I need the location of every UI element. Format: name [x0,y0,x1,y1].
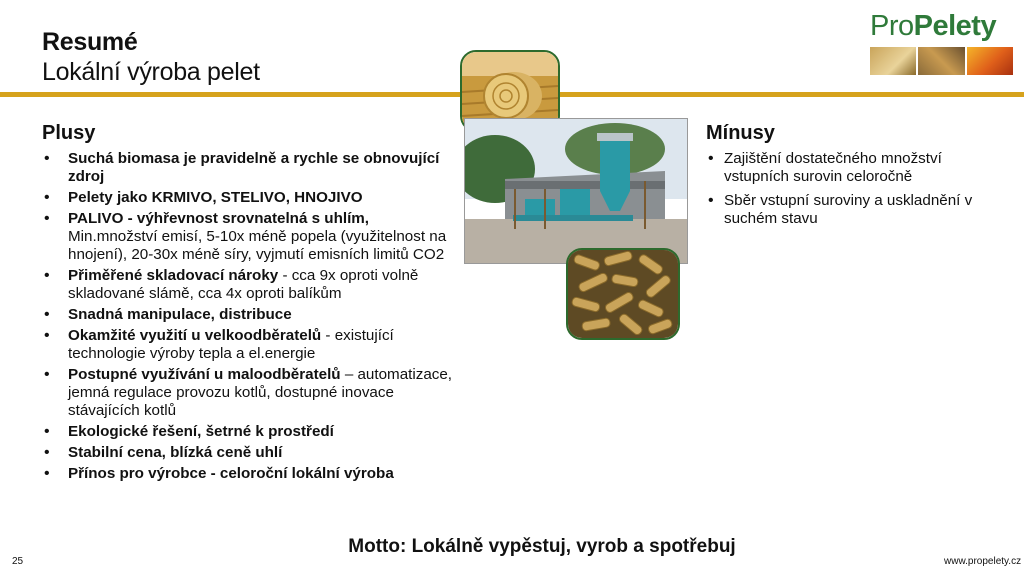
pellet-plant-illustration [465,119,687,263]
plus-item [42,210,462,264]
plus-item-bold: Přínos pro výrobce - celoroční lokální výroba [68,465,394,482]
plus-item [42,366,462,420]
page-number: 25 [12,556,24,567]
logo-pelety-text: Pelety [913,10,997,42]
plus-item-bold: Snadná manipulace, distribuce [68,306,292,323]
plus-list [42,150,462,486]
plus-item-bold: Stabilní cena, blízká ceně uhlí [68,444,283,461]
minus-list [706,150,1006,234]
plus-item-bold: PALIVO - výhřevnost srovnatelná s uhlím, [68,210,370,227]
plus-item-bold: Okamžité využití u velkoodběratelů [68,327,322,344]
pellet-plant-photo [464,118,688,264]
plus-item-bold: Postupné využívání u maloodběratelů [68,366,341,383]
logo-pellet-thumb [918,47,964,75]
logo-bale-thumb [870,47,916,75]
plus-item [42,444,462,462]
minus-item: • Zajištění dostatečného množství vstupních surovin celoročně [706,150,1006,186]
plus-item-bold: Pelety jako KRMIVO, STELIVO, HNOJIVO [68,189,363,206]
logo-wordmark [870,10,1015,43]
plus-item-text: – automatizace, jemná regulace provozu kotlů, dostupné inovace stávajících kotlů [68,366,453,419]
propelety-logo [870,10,1015,75]
plus-item [42,465,462,483]
plus-heading: Plusy [42,122,96,144]
plus-item-text: - existující technologie výroby tepla a el.energie [68,327,394,362]
slide-subtitle: Lokální výroba pelet [42,58,260,86]
minus-heading: Mínusy [706,122,775,144]
logo-pro-text: Pro [870,10,914,42]
logo-image-strip [870,47,1013,75]
plus-item [42,423,462,441]
logo-fire-thumb [967,47,1013,75]
plus-item-bold: Přiměřené skladovací nároky [68,267,279,284]
minus-item: • Sběr vstupní suroviny a uskladnění v suchém stavu [706,192,1006,228]
plus-item [42,306,462,324]
plus-item [42,150,462,186]
plus-item-bold: Suchá biomasa je pravidelně a rychle se obnovující zdroj [68,150,440,185]
motto: Motto: Lokálně vypěstuj, vyrob a spotřebuj [348,536,736,557]
plus-item [42,267,462,303]
plus-item-text: - cca 9x oproti volně skladované slámě, cca 4x oproti balíkům [68,267,419,302]
slide-title: Resumé [42,28,138,56]
plus-item [42,327,462,363]
plus-item-bold: Ekologické řešení, šetrné k prostředí [68,423,334,440]
footer-url: www.propelety.cz [944,556,1022,567]
pellets-photo [566,248,680,340]
pellets-illustration [568,250,678,338]
plus-item-text: Min.množství emisí, 5-10x méně popela (využitelnost na hnojení), 20-30x méně síry, vyjmutí emisních limitů CO2 [68,228,447,263]
plus-item [42,189,462,207]
